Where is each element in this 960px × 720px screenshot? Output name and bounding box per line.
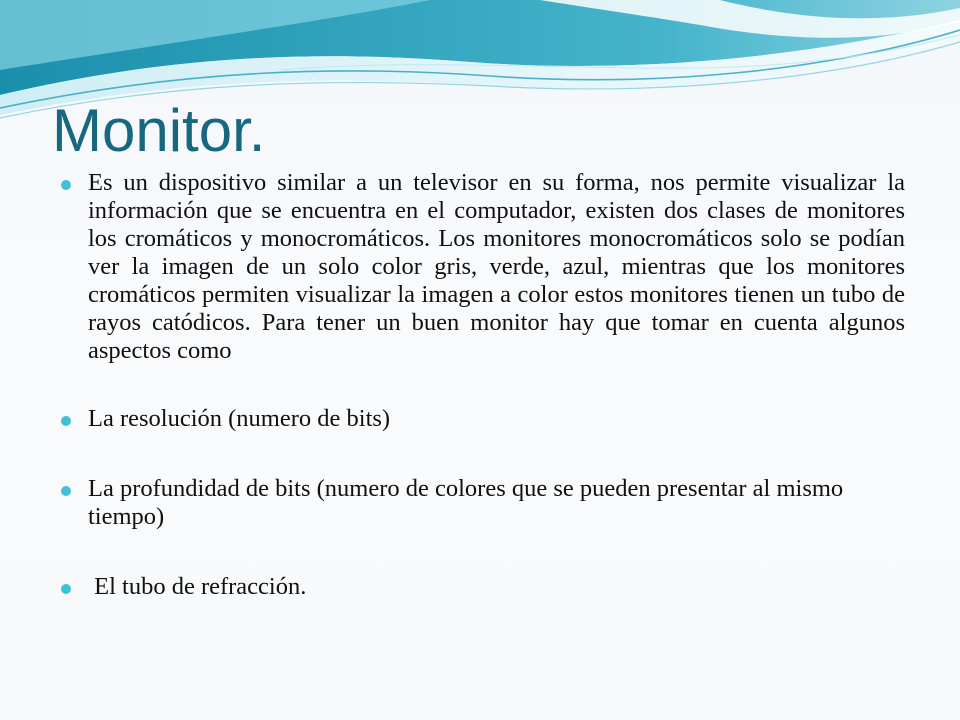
bullet-item [60, 405, 905, 433]
bullet-list [60, 169, 905, 601]
bullet-text: Es un dispositivo similar a un televisor en su forma, nos permite visualizar la información que se encuentra en el computador, existen dos clases de monitores los cromáticos y monocromáticos. Los monitores monocromáticos solo se podían ver la imagen de un solo color gris, verde, azul, mientras que los monitores cromáticos permiten visualizar la imagen a color estos monitores tienen un tubo de rayos catódicos. Para tener un buen monitor hay que tomar en cuenta algunos aspectos como [88, 169, 905, 364]
slide-title: Monitor. [52, 97, 266, 164]
bullet-item [60, 475, 905, 531]
bullet-dot-icon [61, 180, 71, 190]
bullet-text: La resolución (numero de bits) [88, 405, 391, 432]
bullet-text: La profundidad de bits (numero de colores que se pueden presentar al mismo tiempo) [88, 475, 844, 530]
bullet-dot-icon [61, 584, 71, 594]
bullet-dot-icon [61, 416, 71, 426]
bullet-dot-icon [61, 486, 71, 496]
bullet-item [60, 169, 905, 365]
bullet-item [60, 573, 905, 601]
bullet-text: El tubo de refracción. [88, 573, 307, 600]
